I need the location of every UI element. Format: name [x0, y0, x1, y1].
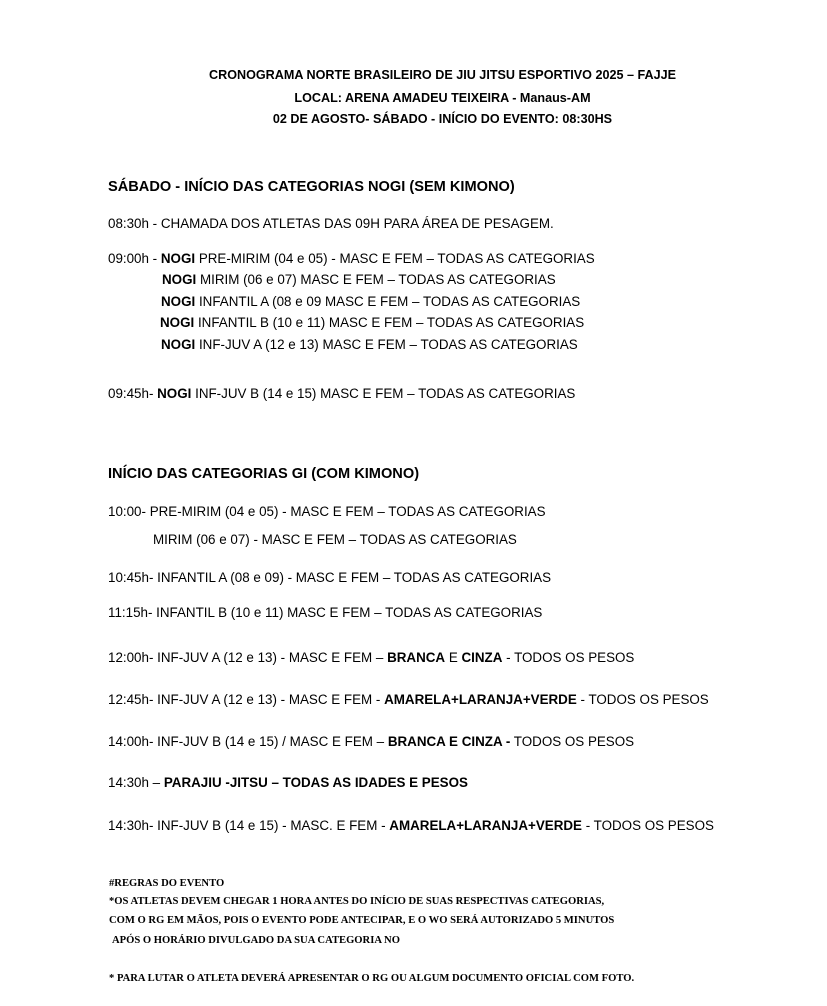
gi-row-text: - TODOS OS PESOS [502, 650, 635, 665]
nogi-row-1 [108, 251, 595, 267]
nogi-row-text: PRE-MIRIM (04 e 05) - MASC E FEM – TODAS AS CATEGORIAS [195, 251, 595, 266]
belt-branca: BRANCA [387, 650, 446, 665]
rules-line-3: APÓS O HORÁRIO DIVULGADO DA SUA CATEGORIA NO [112, 935, 400, 946]
gi-row-5 [108, 650, 634, 666]
rules-line-4: * PARA LUTAR O ATLETA DEVERÁ APRESENTAR O RG OU ALGUM DOCUMENTO OFICIAL COM FOTO. [109, 973, 635, 984]
gi-row-text: 14:30h- INF-JUV B (14 e 15) - MASC. E FEM - [108, 818, 390, 833]
nogi-row-3 [161, 294, 580, 310]
gi-row-8 [108, 775, 468, 791]
nogi-row-last [108, 386, 575, 402]
gi-row-text: E [445, 650, 462, 665]
nogi-row-4 [160, 315, 584, 331]
nogi-row-text: INFANTIL A (08 e 09 MASC E FEM – TODAS AS CATEGORIAS [195, 294, 581, 309]
belt-colors: AMARELA+LARANJA+VERDE [384, 692, 577, 707]
header-location: LOCAL: ARENA AMADEU TEIXEIRA - Manaus-AM [294, 91, 591, 105]
header-title: CRONOGRAMA NORTE BRASILEIRO DE JIU JITSU ESPORTIVO 2025 – FAJJE [209, 68, 676, 82]
nogi-label: NOGI [157, 386, 192, 401]
gi-row-3: 10:45h- INFANTIL A (08 e 09) - MASC E FEM – TODAS AS CATEGORIAS [108, 570, 552, 585]
gi-row-6 [108, 692, 709, 708]
gi-row-text: 14:00h- INF-JUV B (14 e 15) / MASC E FEM – [108, 734, 388, 749]
gi-row-4: 11:15h- INFANTIL B (10 e 11) MASC E FEM – TODAS AS CATEGORIAS [108, 605, 543, 620]
gi-row-9 [108, 818, 714, 834]
belt-branca-cinza: BRANCA E CINZA - [387, 734, 511, 749]
nogi-row-time: 09:45h- [108, 386, 158, 401]
belt-cinza: CINZA [461, 650, 503, 665]
gi-row-text: TODOS OS PESOS [510, 734, 635, 749]
nogi-row-text: INF-JUV A (12 e 13) MASC E FEM – TODAS AS CATEGORIAS [195, 337, 578, 352]
header-date: 02 DE AGOSTO- SÁBADO - INÍCIO DO EVENTO: 08:30HS [272, 112, 613, 126]
parajiu-label: PARAJIU -JITSU – TODAS AS IDADES E PESOS [163, 775, 468, 790]
nogi-row-text: INF-JUV B (14 e 15) MASC E FEM – TODAS AS CATEGORIAS [191, 386, 576, 401]
nogi-section-title: SÁBADO - INÍCIO DAS CATEGORIAS NOGI (SEM KIMONO) [108, 179, 515, 195]
nogi-label: NOGI [161, 294, 196, 309]
nogi-row-5 [161, 337, 578, 353]
gi-row-2: MIRIM (06 e 07) - MASC E FEM – TODAS AS CATEGORIAS [153, 532, 517, 547]
gi-row-text: - TODOS OS PESOS [576, 692, 709, 707]
gi-row-7 [108, 734, 634, 750]
nogi-label: NOGI [162, 272, 197, 287]
rules-line-1: *OS ATLETAS DEVEM CHEGAR 1 HORA ANTES DO INÍCIO DE SUAS RESPECTIVAS CATEGORIAS, [109, 896, 605, 907]
nogi-row-time: 09:00h - [108, 251, 161, 266]
gi-row-text: - TODOS OS PESOS [581, 818, 714, 833]
nogi-label: NOGI [160, 251, 196, 266]
gi-row-1: 10:00- PRE-MIRIM (04 e 05) - MASC E FEM – TODAS AS CATEGORIAS [108, 504, 546, 519]
nogi-call-line: 08:30h - CHAMADA DOS ATLETAS DAS 09H PARA ÁREA DE PESAGEM. [108, 216, 554, 231]
nogi-label: NOGI [161, 337, 196, 352]
rules-title: #REGRAS DO EVENTO [109, 878, 225, 889]
nogi-label: NOGI [160, 315, 195, 330]
gi-row-text: 12:00h- INF-JUV A (12 e 13) - MASC E FEM – [108, 650, 388, 665]
belt-colors: AMARELA+LARANJA+VERDE [389, 818, 582, 833]
nogi-row-text: INFANTIL B (10 e 11) MASC E FEM – TODAS AS CATEGORIAS [194, 315, 585, 330]
gi-row-time: 14:30h – [108, 775, 164, 790]
gi-section-title: INÍCIO DAS CATEGORIAS GI (COM KIMONO) [108, 466, 420, 482]
gi-row-text: 12:45h- INF-JUV A (12 e 13) - MASC E FEM - [108, 692, 385, 707]
nogi-row-text: MIRIM (06 e 07) MASC E FEM – TODAS AS CATEGORIAS [196, 272, 556, 287]
nogi-row-2 [162, 272, 556, 288]
rules-line-2: COM O RG EM MÃOS, POIS O EVENTO PODE ANTECIPAR, E O WO SERÁ AUTORIZADO 5 MINUTOS [109, 915, 615, 926]
